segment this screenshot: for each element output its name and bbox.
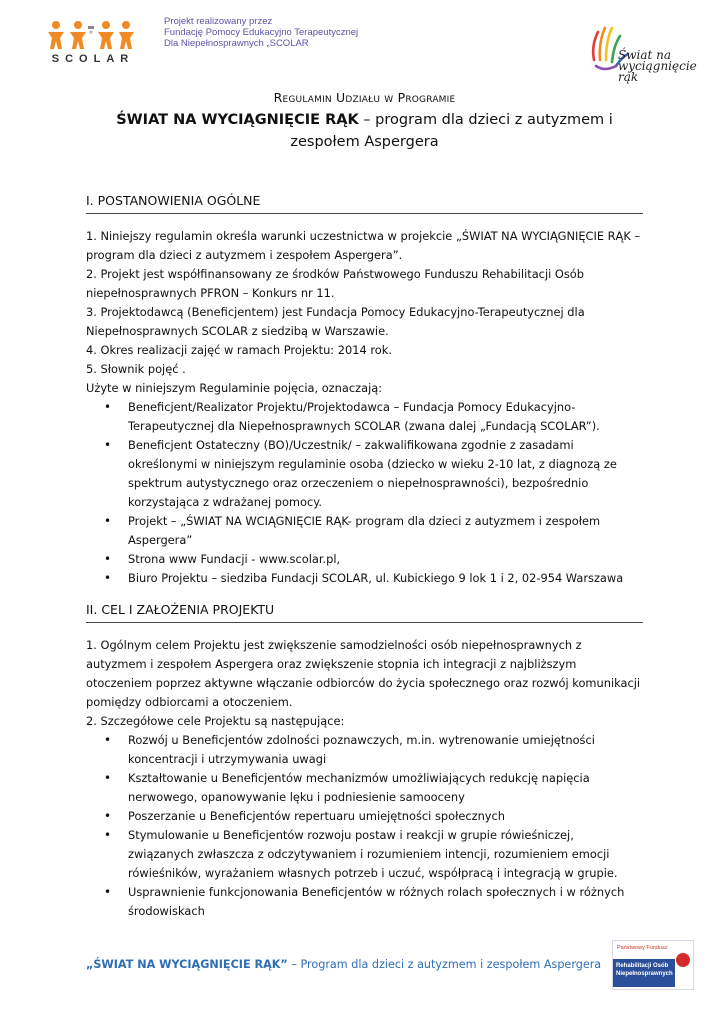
swiat-na-wyciagniecie-rak-logo <box>588 22 697 86</box>
paragraph: 1. Niniejszy regulamin określa warunki uczestnictwa w projekcie „ŚWIAT NA WYCIĄGNIĘCIE RĄK – program dla dzieci z autyzmem i zespołem Aspergera”. <box>86 229 641 262</box>
list-item: • Biuro Projektu – siedziba Fundacji SCOLAR, ul. Kubickiego 9 lok 1 i 2, 02-954 Warszawa <box>128 569 643 588</box>
program-title-rest: – program dla dzieci z autyzmem i zespołem Aspergera <box>290 112 613 150</box>
program-title-bold: ŚWIAT NA WYCIĄGNIĘCIE RĄK <box>116 112 359 128</box>
paragraph: Użyte w niniejszym Regulaminie pojęcia, oznaczają: <box>86 381 383 395</box>
paragraph: 5. Słownik pojęć . <box>86 362 186 376</box>
paragraph: 4. Okres realizacji zajęć w ramach Projektu: 2014 rok. <box>86 343 392 357</box>
section-1-content <box>86 227 643 588</box>
project-by-note <box>164 16 358 49</box>
goals-list <box>86 731 643 921</box>
definitions-list <box>86 398 643 588</box>
list-item: • Strona www Fundacji - www.scolar.pl, <box>128 550 643 569</box>
list-item: • Usprawnienie funkcjonowania Beneficjentów w różnych rolach społecznych i w różnych środowiskach <box>128 883 643 921</box>
list-item: • Kształtowanie u Beneficjentów mechanizmów umożliwiających redukcję napięcia nerwowego, opanowywanie lęku i podniesienie samooceny <box>128 769 643 807</box>
section-2-content <box>86 636 643 921</box>
page-header <box>0 0 725 85</box>
swiat-logo-line: rąk <box>618 70 639 84</box>
footer-title-rest: – Program dla dzieci z autyzmem i zespołem Aspergera <box>287 958 602 971</box>
list-item: • Rozwój u Beneficjentów zdolności poznawczych, m.in. wytrenowanie umiejętności koncentracji i utrzymywania uwagi <box>128 731 643 769</box>
regulation-title: Regulamin Udziału w Programie <box>273 90 456 105</box>
list-item: • Projekt – „ŚWIAT NA WCIĄGNIĘCIE RĄK- program dla dzieci z autyzmem i zespołem Aspergera” <box>128 512 643 550</box>
svg-text:★: ★ <box>88 30 94 36</box>
footer-title-bold: „ŚWIAT NA WYCIĄGNIĘCIE RĄK” <box>86 958 288 971</box>
document-body <box>86 86 643 921</box>
project-by-line: Dla Niepełnosprawnych „SCOLAR <box>164 38 309 49</box>
list-item: • Beneficjent Ostateczny (BO)/Uczestnik/ – zakwalifikowana zgodnie z zasadami określonymi w niniejszym regulaminie osoba (dziecko w wieku 2-10 lat, z diagnozą ze spektrum autystycznego oraz orzeczeniem o niepełnosprawności), bezpośrednio korzystająca z wdrażanej pomocy. <box>128 436 643 512</box>
paragraph: 3. Projektodawcą (Beneficjentem) jest Fundacja Pomocy Edukacyjno-Terapeutycznej dla Niepełnosprawnych SCOLAR z siedzibą w Warszawie. <box>86 305 585 338</box>
swiat-logo-line: wyciągnięcie <box>618 59 697 73</box>
list-item: • Stymulowanie u Beneficjentów rozwoju postaw i reakcji w grupie rówieśniczej, związanych zwłaszcza z odczytywaniem i rozumieniem intencji, rozumieniem emocji rówieśników, wyrażaniem własnych potrzeb i uczuć, współpracą i integracją w grupie. <box>128 826 643 883</box>
list-item: • Poszerzanie u Beneficjentów repertuaru umiejętności społecznych <box>128 807 643 826</box>
list-item: • Beneficjent/Realizator Projektu/Projektodawca – Fundacja Pomocy Edukacyjno-Terapeutycznej dla Niepełnosprawnych SCOLAR (zwana dalej „Fundacją SCOLAR”). <box>128 398 643 436</box>
pfron-logo-strip <box>613 959 675 987</box>
paragraph: 2. Szczegółowe cele Projektu są następujące: <box>86 714 345 728</box>
section-2-heading: II. CEL I ZAŁOŻENIA PROJEKTU <box>86 602 643 623</box>
project-by-line: Fundację Pomocy Edukacyjno Terapeutycznej <box>164 27 359 38</box>
paragraph: 2. Projekt jest współfinansowany ze środków Państwowego Funduszu Rehabilitacji Osób niepełnosprawnych PFRON – Konkurs nr 11. <box>86 267 584 300</box>
scolar-logo <box>44 20 136 68</box>
section-1-heading: I. POSTANOWIENIA OGÓLNE <box>86 193 643 214</box>
page-footer <box>86 958 601 971</box>
pfron-logo <box>612 940 694 990</box>
program-title <box>86 109 643 153</box>
swiat-logo-line: Świat na <box>618 48 672 62</box>
pfron-circle-icon <box>676 953 690 967</box>
project-by-line: Projekt realizowany przez <box>164 16 273 27</box>
pfron-line: Niepełnosprawnych <box>616 971 673 977</box>
pfron-line: Rehabilitacji Osób <box>616 963 669 969</box>
scolar-wordmark: SCOLAR <box>51 53 135 65</box>
paragraph: 1. Ogólnym celem Projektu jest zwiększenie samodzielności osób niepełnosprawnych z autyzmem i zespołem Aspergera oraz zwiększenie stopnia ich integracji z najbliższym otoczeniem poprzez aktywne włączanie odbiorców do życia społecznego oraz rozwój komunikacji pomiędzy odbiorcami a otoczeniem. <box>86 638 641 709</box>
pfron-logo-small-text: Państwowy Fundusz <box>617 945 668 951</box>
swiat-logo-text <box>618 50 697 83</box>
scolar-figures-icon <box>44 20 136 50</box>
